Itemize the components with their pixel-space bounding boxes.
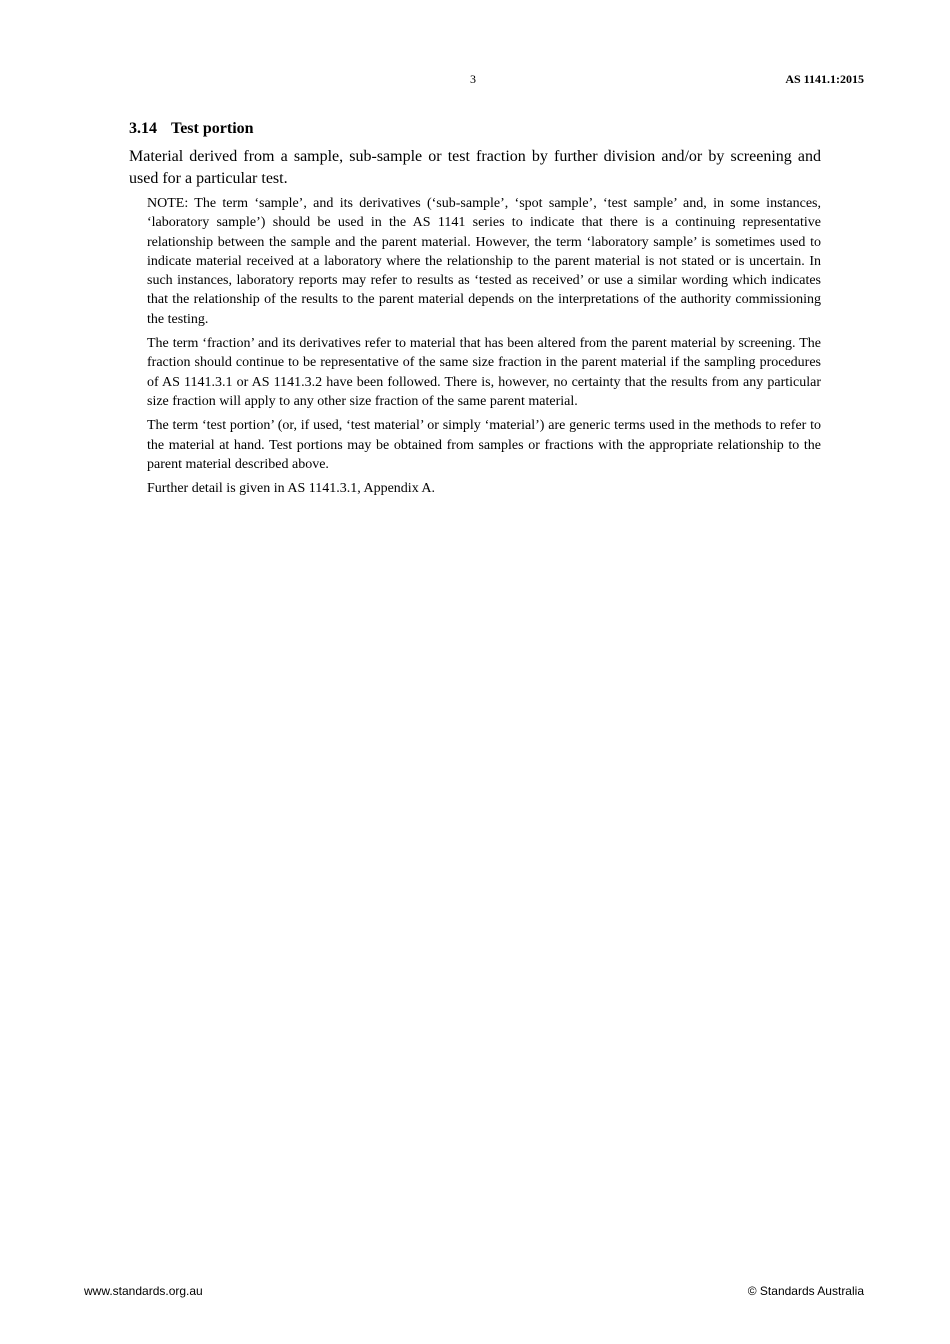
document-id: AS 1141.1:2015 bbox=[785, 72, 864, 86]
note-paragraph: Further detail is given in AS 1141.3.1, Appendix A. bbox=[147, 481, 436, 497]
note-paragraph: The term ‘fraction’ and its derivatives refer to material that has been altered from the parent material by screening. The fraction should continue to be representative of the same size fraction in the parent material if the sampling procedures of AS 1141.3.1 or AS 1141.3.2 have been followed. There is, however, no certainty that the results from any particular size fraction will apply to any other size fraction of the same parent material. bbox=[147, 336, 821, 409]
page-number: 3 bbox=[470, 72, 476, 86]
section-number: 3.14 bbox=[129, 120, 157, 137]
note-paragraph: The term ‘test portion’ (or, if used, ‘test material’ or simply ‘material’) are generic terms used in the methods to refer to the material at hand. Test portions may be obtained from samples or fractions with the appropriate relationship to the parent material described above. bbox=[147, 418, 821, 472]
footer-copyright: © Standards Australia bbox=[747, 1284, 864, 1298]
footer-website-link[interactable]: www.standards.org.au bbox=[84, 1284, 203, 1298]
section-definition: Material derived from a sample, sub-sample or test fraction by further division and/or by screening and used for a particular test. bbox=[129, 148, 821, 187]
note-block bbox=[147, 194, 821, 498]
section-heading bbox=[129, 120, 821, 138]
section-content bbox=[129, 120, 821, 503]
section-title: Test portion bbox=[171, 120, 254, 137]
note-paragraph: NOTE: The term ‘sample’, and its derivatives (‘sub-sample’, ‘spot sample’, ‘test sample’ and, in some instances, ‘laboratory sample’) should be used in the AS 1141 series to indicate that there is a continuing representative relationship between the sample and the parent material. However, the term ‘laboratory sample’ is sometimes used to indicate material received at a laboratory where the relationship to the parent material is not stated or is uncertain. In such instances, laboratory reports may refer to results as ‘tested as received’ or use a similar wording which indicates that the relationship of the results to the parent material depends on the interpretations of the authority commissioning the testing. bbox=[147, 196, 821, 327]
